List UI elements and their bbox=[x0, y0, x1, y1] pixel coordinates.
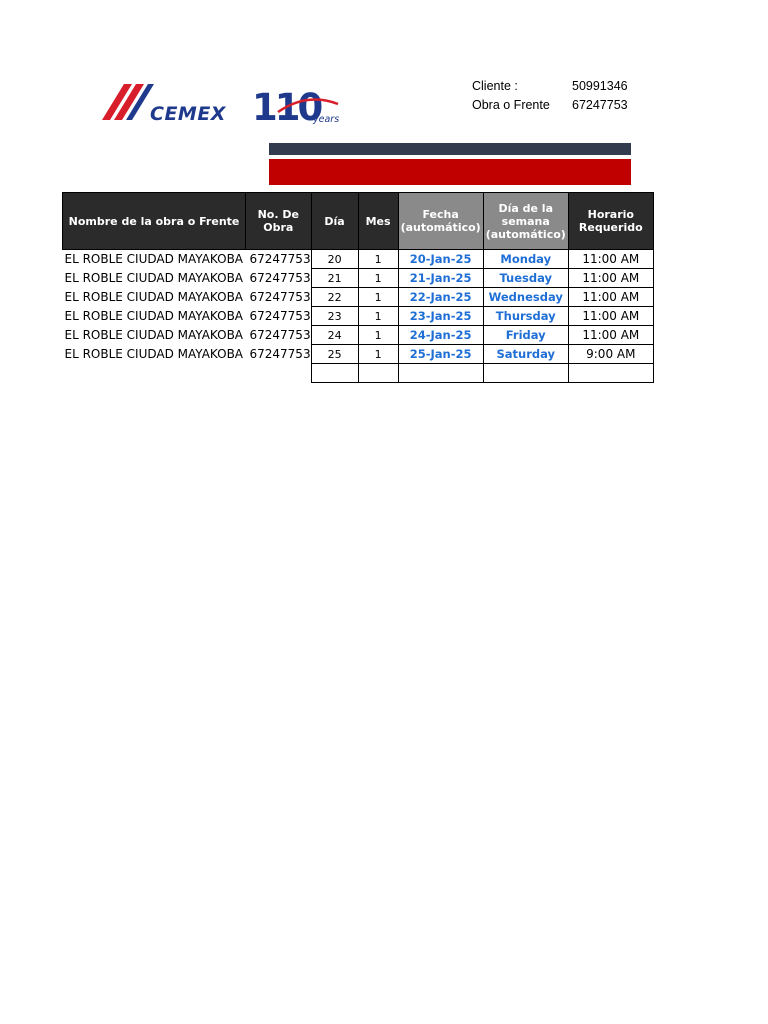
cell-mes[interactable]: 1 bbox=[358, 250, 398, 269]
cell-fecha: 24-Jan-25 bbox=[398, 326, 483, 345]
cell-mes[interactable]: 1 bbox=[358, 345, 398, 364]
cell-horario[interactable]: 11:00 AM bbox=[568, 288, 653, 307]
cell-horario-empty[interactable] bbox=[568, 364, 653, 383]
table-row-empty bbox=[63, 364, 654, 383]
cell-obra[interactable]: EL ROBLE CIUDAD MAYAKOBA bbox=[64, 252, 244, 267]
cell-dia[interactable]: 25 bbox=[311, 345, 358, 364]
cell-fecha: 22-Jan-25 bbox=[398, 288, 483, 307]
cell-dia[interactable]: 22 bbox=[311, 288, 358, 307]
cell-mes[interactable]: 1 bbox=[358, 326, 398, 345]
cell-mes[interactable]: 1 bbox=[358, 307, 398, 326]
table-row bbox=[63, 326, 654, 345]
obra-row bbox=[472, 96, 632, 115]
col-header-dia-semana: Día de la semana (automático) bbox=[483, 193, 568, 250]
obra-value: 67247753 bbox=[572, 98, 628, 112]
cemex-stripes-icon bbox=[102, 84, 154, 120]
col-header-horario: Horario Requerido bbox=[568, 193, 653, 250]
table-row bbox=[63, 269, 654, 288]
cell-fecha: 20-Jan-25 bbox=[398, 250, 483, 269]
cemex-110-logo bbox=[102, 82, 344, 126]
cell-dia[interactable]: 20 bbox=[311, 250, 358, 269]
cell-no-obra-empty[interactable] bbox=[246, 364, 312, 383]
cell-horario[interactable]: 11:00 AM bbox=[568, 250, 653, 269]
col-header-fecha: Fecha (automático) bbox=[398, 193, 483, 250]
cell-dia-semana: Tuesday bbox=[483, 269, 568, 288]
cell-no-obra[interactable]: 67247753 bbox=[246, 307, 312, 326]
cell-mes-empty[interactable] bbox=[358, 364, 398, 383]
cell-obra[interactable]: EL ROBLE CIUDAD MAYAKOBA bbox=[64, 290, 244, 304]
cell-fecha: 21-Jan-25 bbox=[398, 269, 483, 288]
cell-horario[interactable]: 11:00 AM bbox=[568, 269, 653, 288]
cell-no-obra[interactable]: 67247753 bbox=[246, 345, 312, 364]
cell-dia-semana: Saturday bbox=[483, 345, 568, 364]
col-header-no-obra: No. De Obra bbox=[246, 193, 312, 250]
navy-banner bbox=[269, 143, 631, 155]
logo-number-text: 110 bbox=[252, 86, 321, 126]
cell-mes[interactable]: 1 bbox=[358, 288, 398, 307]
cell-dia-empty[interactable] bbox=[311, 364, 358, 383]
cell-dia[interactable]: 23 bbox=[311, 307, 358, 326]
cell-dia-semana: Friday bbox=[483, 326, 568, 345]
obra-label: Obra o Frente bbox=[472, 98, 550, 112]
client-value: 50991346 bbox=[572, 79, 628, 93]
cell-no-obra[interactable]: 67247753 bbox=[246, 269, 312, 288]
cell-obra[interactable]: EL ROBLE CIUDAD MAYAKOBA bbox=[64, 309, 244, 323]
col-header-mes: Mes bbox=[358, 193, 398, 250]
table-row bbox=[63, 288, 654, 307]
col-header-dia: Día bbox=[311, 193, 358, 250]
cell-horario[interactable]: 9:00 AM bbox=[568, 345, 653, 364]
table-row bbox=[63, 345, 654, 364]
logo-years-text: years bbox=[313, 114, 340, 125]
schedule-table bbox=[62, 192, 654, 383]
cell-dia[interactable]: 21 bbox=[311, 269, 358, 288]
cell-dia-semana: Wednesday bbox=[483, 288, 568, 307]
table-row bbox=[63, 250, 654, 269]
cell-mes[interactable]: 1 bbox=[358, 269, 398, 288]
cell-obra[interactable]: EL ROBLE CIUDAD MAYAKOBA bbox=[64, 347, 244, 361]
cell-dia[interactable]: 24 bbox=[311, 326, 358, 345]
cell-no-obra[interactable]: 67247753 bbox=[246, 288, 312, 307]
cell-obra-empty[interactable] bbox=[63, 364, 246, 383]
client-row bbox=[472, 77, 632, 96]
cell-dia-semana: Thursday bbox=[483, 307, 568, 326]
red-banner bbox=[269, 159, 631, 185]
cell-obra[interactable]: EL ROBLE CIUDAD MAYAKOBA bbox=[64, 328, 244, 342]
table-header-row bbox=[63, 193, 654, 250]
cell-no-obra[interactable]: 67247753 bbox=[246, 250, 312, 269]
col-header-obra: Nombre de la obra o Frente bbox=[63, 193, 246, 250]
client-info bbox=[472, 77, 632, 115]
logo-brand-text: CEMEX bbox=[150, 103, 226, 125]
cell-no-obra[interactable]: 67247753 bbox=[246, 326, 312, 345]
cell-obra[interactable]: EL ROBLE CIUDAD MAYAKOBA bbox=[64, 271, 244, 285]
table-row bbox=[63, 307, 654, 326]
cell-horario[interactable]: 11:00 AM bbox=[568, 326, 653, 345]
client-label: Cliente : bbox=[472, 79, 518, 93]
cell-fecha-empty bbox=[398, 364, 483, 383]
cell-horario[interactable]: 11:00 AM bbox=[568, 307, 653, 326]
cell-dia-semana-empty bbox=[483, 364, 568, 383]
cell-fecha: 25-Jan-25 bbox=[398, 345, 483, 364]
cell-fecha: 23-Jan-25 bbox=[398, 307, 483, 326]
cell-dia-semana: Monday bbox=[483, 250, 568, 269]
